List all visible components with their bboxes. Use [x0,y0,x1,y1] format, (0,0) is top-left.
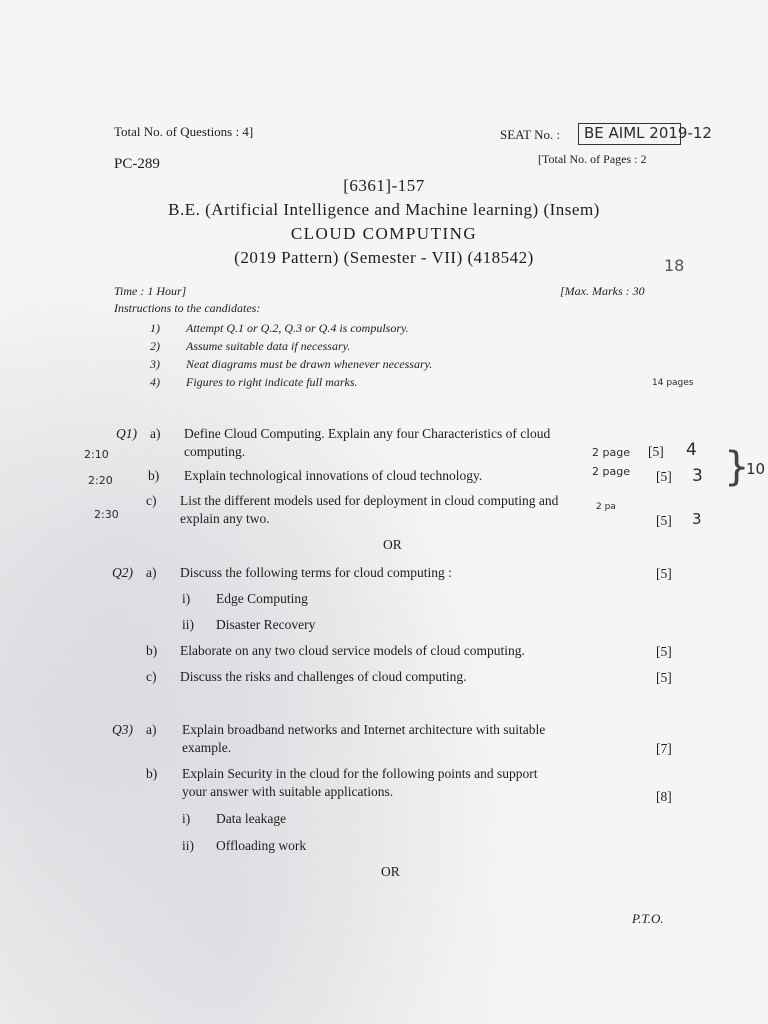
instruction-text: Assume suitable data if necessary. [186,339,351,353]
q1c-text: List the different models used for deployment in cloud computing and [180,493,559,508]
q1a-label: a) [150,426,161,441]
q1a-text: Define Cloud Computing. Explain any four Characteristics of cloud [184,426,551,441]
instruction-number: 4) [150,375,160,389]
q2a-sub-text: Disaster Recovery [216,617,316,632]
q2a-sub-number: i) [182,591,191,606]
q2a-label: a) [146,565,157,580]
handwritten-pages-note: 14 pages [652,378,694,388]
handwritten-pages-c: 2 pa [596,502,616,512]
or-divider: OR [383,537,402,552]
handwritten-time-b: 2:20 [88,474,113,487]
handwritten-pages-a: 2 page [592,446,630,459]
handwritten-time-a: 2:10 [84,448,109,461]
question-3-label: Q3) [112,722,133,737]
q2a-text: Discuss the following terms for cloud computing : [180,565,452,580]
q2a-marks: [5] [656,566,672,581]
seat-label: SEAT No. : [500,127,561,142]
q1a-marks: [5] [648,444,664,459]
handwritten-pages-b: 2 page [592,465,630,478]
q3b-sub-text: Offloading work [216,838,307,853]
q3a-text-cont: example. [182,740,232,755]
subject-title: CLOUD COMPUTING [290,224,478,243]
q3b-sub-number: ii) [182,838,194,853]
course-title: B.E. (Artificial Intelligence and Machine learning) (Insem) [168,200,600,219]
q3b-sub-number: i) [182,811,191,826]
max-marks: [Max. Marks : 30 [560,284,645,298]
q1a-text-cont: computing. [184,444,246,459]
time-allowed: Time : 1 Hour] [114,284,187,298]
q3a-label: a) [146,722,157,737]
seat-number-value: BE AIML 2019-12 [584,124,712,142]
exam-code: [6361]-157 [343,176,425,195]
q2a-sub-number: ii) [182,617,194,632]
q2c-marks: [5] [656,670,672,685]
question-2-label: Q2) [112,565,133,580]
question-1-label: Q1) [116,426,137,441]
q1b-text: Explain technological innovations of cloud technology. [184,468,483,483]
instruction-text: Figures to right indicate full marks. [186,375,358,389]
q3b-marks: [8] [656,789,672,804]
q2a-sub-text: Edge Computing [216,591,308,606]
pattern-line: (2019 Pattern) (Semester - VII) (418542) [234,248,534,267]
instruction-text: Attempt Q.1 or Q.2, Q.3 or Q.4 is compulsory. [186,321,409,335]
q2c-label: c) [146,669,157,684]
q3a-text: Explain broadband networks and Internet architecture with suitable [182,722,546,737]
instruction-number: 1) [150,321,160,335]
handwritten-score-c: 3 [692,510,702,528]
q3a-marks: [7] [656,741,672,756]
handwritten-score-b: 3 [692,466,703,486]
q2b-text: Elaborate on any two cloud service models of cloud computing. [180,643,525,658]
handwritten-score-a: 4 [686,440,697,460]
instruction-number: 3) [150,357,160,371]
total-pages: [Total No. of Pages : 2 [538,152,647,166]
q1c-marks: [5] [656,513,672,528]
paper-code: PC-289 [114,156,160,172]
pto-footer: P.T.O. [632,911,664,926]
instructions-heading: Instructions to the candidates: [114,301,261,315]
q3b-text: Explain Security in the cloud for the following points and support [182,766,538,781]
handwritten-brace: } [724,444,750,490]
handwritten-total-marks: 18 [664,256,685,275]
q2b-label: b) [146,643,158,658]
q3b-sub-text: Data leakage [216,811,287,826]
q1c-text-cont: explain any two. [180,511,270,526]
instruction-number: 2) [150,339,160,353]
instruction-text: Neat diagrams must be drawn whenever necessary. [186,357,433,371]
q2c-text: Discuss the risks and challenges of cloud computing. [180,669,467,684]
handwritten-time-c: 2:30 [94,508,119,521]
q1b-label: b) [148,468,160,483]
q1c-label: c) [146,493,157,508]
q1b-marks: [5] [656,469,672,484]
total-questions: Total No. of Questions : 4] [114,124,254,139]
q2b-marks: [5] [656,644,672,659]
q3b-text-cont: your answer with suitable applications. [182,784,394,799]
handwritten-score-total: 10 [746,460,766,478]
q3b-label: b) [146,766,158,781]
or-divider: OR [381,864,400,879]
